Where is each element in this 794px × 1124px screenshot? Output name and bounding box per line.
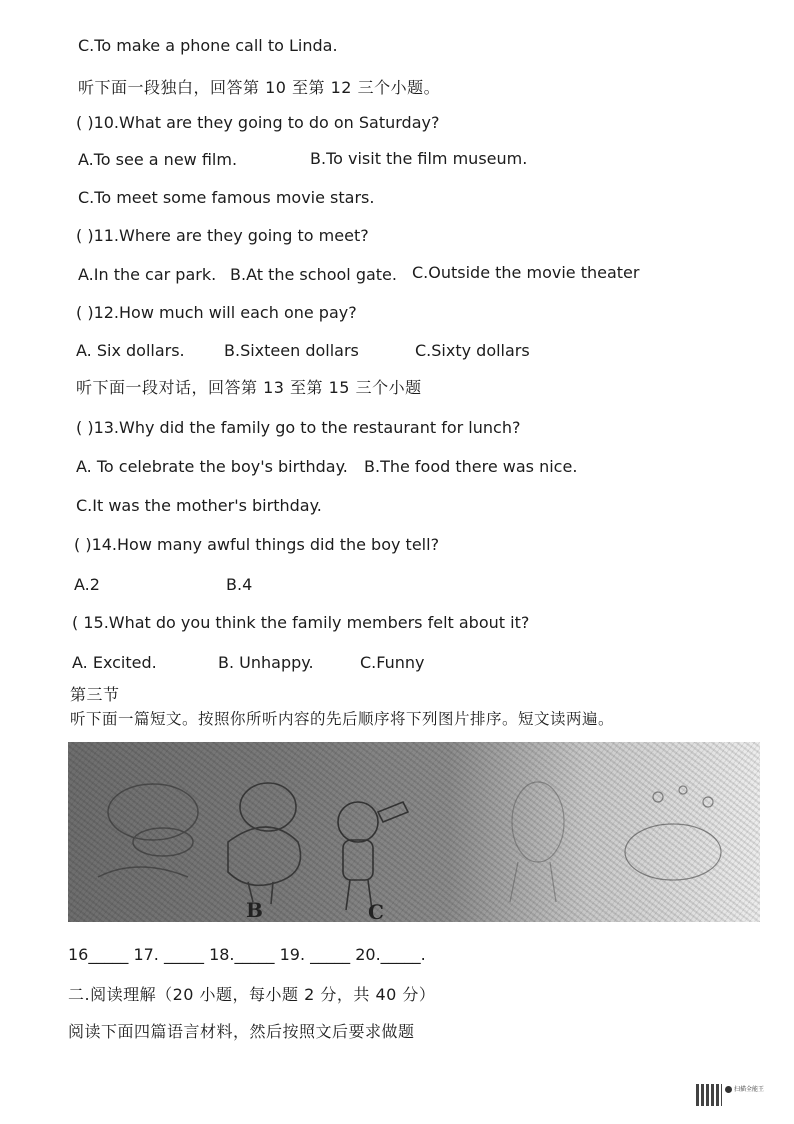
q12-option-c: C.Sixty dollars: [415, 341, 530, 360]
q11-option-a: A.In the car park.: [78, 265, 217, 284]
question-11: ( )11.Where are they going to meet?: [76, 226, 369, 245]
q14-option-b: B.4: [226, 575, 253, 594]
q15-option-b: B. Unhappy.: [218, 653, 314, 672]
q13-option-a: A. To celebrate the boy's birthday.: [76, 457, 348, 476]
reading-instruction: 阅读下面四篇语言材料，然后按照文后要求做题: [68, 1022, 415, 1041]
q9-option-c: C.To make a phone call to Linda.: [78, 36, 338, 55]
picture-label-c: C: [368, 900, 384, 922]
question-13: ( )13.Why did the family go to the restaurant for lunch?: [76, 418, 521, 437]
question-14: ( )14.How many awful things did the boy tell?: [74, 535, 440, 554]
q15-option-c: C.Funny: [360, 653, 425, 672]
q11-option-b: B.At the school gate.: [230, 265, 397, 284]
section-instruction-13-15: 听下面一段对话，回答第 13 至第 15 三个小题: [76, 378, 422, 397]
picture-label-b: B: [246, 898, 263, 922]
q15-option-a: A. Excited.: [72, 653, 157, 672]
q10-option-c: C.To meet some famous movie stars.: [78, 188, 375, 207]
answer-blanks-16-20: 16_____ 17. _____ 18._____ 19. _____ 20._____.: [68, 945, 426, 964]
section-instruction-10-12: 听下面一段独白，回答第 10 至第 12 三个小题。: [78, 78, 441, 97]
qr-code-icon: [696, 1084, 722, 1106]
scanner-watermark: [725, 1086, 764, 1094]
scanner-logo-icon: [725, 1086, 732, 1093]
question-10: ( )10.What are they going to do on Saturday?: [76, 113, 440, 132]
section-heading-reading: 二.阅读理解（20 小题，每小题 2 分，共 40 分）: [68, 985, 436, 1004]
scanner-watermark-text: 扫描全能王: [734, 1086, 765, 1093]
q12-option-b: B.Sixteen dollars: [224, 341, 359, 360]
q10-option-a: A.To see a new film.: [78, 150, 238, 169]
q12-option-a: A. Six dollars.: [76, 341, 185, 360]
question-12: ( )12.How much will each one pay?: [76, 303, 357, 322]
q14-option-a: A.2: [74, 575, 100, 594]
q13-option-b: B.The food there was nice.: [364, 457, 578, 476]
q13-option-c: C.It was the mother's birthday.: [76, 496, 322, 515]
q11-option-c: C.Outside the movie theater: [412, 263, 640, 282]
picture-sketches: [68, 742, 760, 922]
picture-ordering-image: [68, 742, 760, 922]
question-15: ( 15.What do you think the family members felt about it?: [72, 613, 530, 632]
section-heading-part3: 第三节: [70, 685, 120, 704]
section-instruction-part3: 听下面一篇短文。按照你所听内容的先后顺序将下列图片排序。短文读两遍。: [70, 710, 615, 728]
q10-option-b: B.To visit the film museum.: [310, 149, 528, 168]
